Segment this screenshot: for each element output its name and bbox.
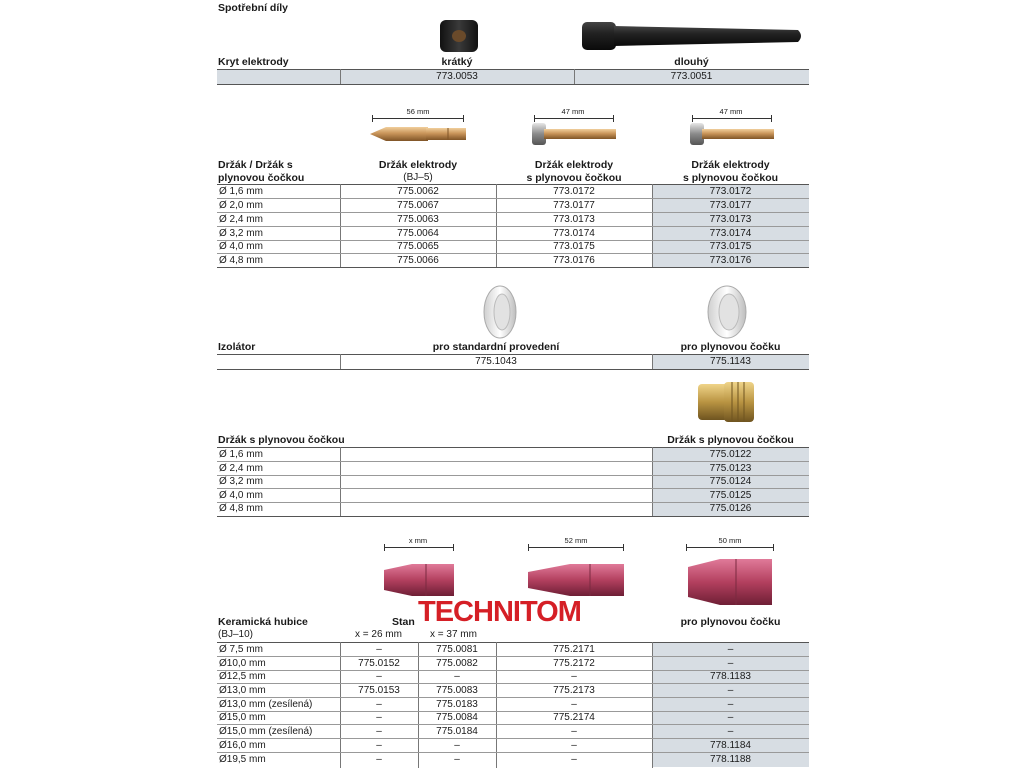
table-cell: – xyxy=(571,726,577,737)
table-row-diameter: Ø 1,6 mm xyxy=(219,186,263,197)
gas-lens-body-image-2 xyxy=(688,121,776,152)
table-cell: – xyxy=(454,671,460,682)
table-cell: – xyxy=(571,740,577,751)
table-cell: – xyxy=(727,685,734,696)
table-cell: 775.0084 xyxy=(436,712,478,723)
gas-lens-body-image xyxy=(530,121,618,152)
table-cell: 773.0176 xyxy=(709,255,752,266)
dimension-line xyxy=(692,118,772,119)
electrode-cap-label: Kryt elektrody xyxy=(218,56,289,68)
table-cell: 773.0177 xyxy=(709,200,752,211)
gas-lens-holder-image xyxy=(694,378,758,431)
table-cell: 775.0083 xyxy=(436,685,478,696)
table-cell: – xyxy=(727,726,734,737)
table-row-diameter: Ø19,5 mm xyxy=(219,754,266,765)
divider xyxy=(217,516,809,517)
holder-col1-header: Držák elektrody xyxy=(378,159,458,171)
insulator-standard-image xyxy=(480,284,520,345)
table-cell: – xyxy=(376,740,382,751)
table-cell: 773.0177 xyxy=(553,200,595,211)
electrode-cap-short-code: 773.0053 xyxy=(436,71,478,82)
holder-label-line2: plynovou čočkou xyxy=(218,172,305,184)
insulator-gas-lens-image xyxy=(704,284,750,345)
technitom-watermark: TECHNITOM xyxy=(418,596,581,628)
table-row-diameter: Ø 2,4 mm xyxy=(219,463,263,474)
divider xyxy=(340,447,341,516)
holder-col3-subheader: s plynovou čočkou xyxy=(682,172,779,184)
gas-lens-holder-label: Držák s plynovou čočkou xyxy=(218,434,345,446)
table-row-diameter: Ø13,0 mm (zesílená) xyxy=(219,699,313,710)
table-row-diameter: Ø 2,4 mm xyxy=(219,214,263,225)
table-cell: 773.0173 xyxy=(553,214,595,225)
insulator-gas-lens-header: pro plynovou čočku xyxy=(680,341,781,353)
table-cell: 775.0152 xyxy=(358,658,400,669)
table-cell: 778.1184 xyxy=(710,740,751,751)
table-row-diameter: Ø16,0 mm xyxy=(219,740,266,751)
ceramic-nozzle-label: Keramická hubice xyxy=(218,616,308,628)
divider xyxy=(217,84,809,85)
dimension-line xyxy=(384,547,454,548)
table-row-diameter: Ø 4,8 mm xyxy=(219,255,263,266)
table-cell: 775.0081 xyxy=(436,644,478,655)
table-cell: 775.2173 xyxy=(553,685,595,696)
table-cell: 773.0172 xyxy=(709,186,752,197)
table-cell: – xyxy=(376,712,382,723)
dimension-label: 52 mm xyxy=(564,536,588,545)
table-cell: 773.0174 xyxy=(709,228,752,239)
electrode-cap-long-code: 773.0051 xyxy=(670,71,713,82)
gas-lens-holder-header: Držák s plynovou čočkou xyxy=(667,434,794,446)
table-cell: 775.0126 xyxy=(709,503,752,514)
table-row-diameter: Ø 3,2 mm xyxy=(219,476,263,487)
electrode-cap-long-header: dlouhý xyxy=(674,56,709,68)
ceramic-nozzle-standard-header: Stan xyxy=(392,616,415,628)
table-cell: – xyxy=(571,754,577,765)
dimension-line xyxy=(686,547,774,548)
table-cell: 775.0066 xyxy=(397,255,439,266)
table-cell: 773.0175 xyxy=(553,241,595,252)
dimension-line xyxy=(528,547,624,548)
table-cell: 775.0125 xyxy=(709,490,752,501)
table-cell: – xyxy=(376,671,382,682)
table-cell: 775.0123 xyxy=(709,463,752,474)
ceramic-nozzle-sub: (BJ–10) xyxy=(218,629,254,640)
insulator-standard-code: 775.1043 xyxy=(475,356,517,367)
table-cell: 775.0062 xyxy=(397,186,439,197)
table-cell: – xyxy=(376,644,382,655)
holder-col3-header: Držák elektrody xyxy=(691,159,770,171)
dimension-label: 47 mm xyxy=(561,107,585,116)
table-row-diameter: Ø 4,0 mm xyxy=(219,241,263,252)
table-cell: 773.0174 xyxy=(553,228,595,239)
dimension-label: 56 mm xyxy=(406,107,430,116)
dimension-line xyxy=(534,118,614,119)
table-cell: 775.0122 xyxy=(709,449,752,460)
table-cell: – xyxy=(727,699,734,710)
table-row-diameter: Ø 1,6 mm xyxy=(219,449,263,460)
table-cell: 775.0064 xyxy=(397,228,439,239)
table-cell: – xyxy=(454,740,460,751)
table-row-diameter: Ø 4,0 mm xyxy=(219,490,263,501)
holder-col1-subheader: (BJ–5) xyxy=(403,172,433,183)
holder-label-line1: Držák / Držák s xyxy=(218,159,293,171)
dimension-label: x mm xyxy=(408,536,428,545)
insulator-gas-lens-code: 775.1143 xyxy=(710,356,751,367)
ceramic-nozzle-sub-b: x = 37 mm xyxy=(430,629,477,640)
table-row-diameter: Ø 7,5 mm xyxy=(219,644,263,655)
table-cell: 775.0065 xyxy=(397,241,439,252)
table-cell: 775.0183 xyxy=(436,699,478,710)
table-row-diameter: Ø13,0 mm xyxy=(219,685,266,696)
holder-col2-header: Držák elektrody xyxy=(534,159,614,171)
ceramic-nozzle-gas-lens-image xyxy=(684,553,776,616)
table-cell: 775.0067 xyxy=(397,200,439,211)
table-row-diameter: Ø12,5 mm xyxy=(219,671,266,682)
table-cell: 775.0153 xyxy=(358,685,400,696)
table-cell: 778.1188 xyxy=(710,754,751,765)
table-cell: 775.0063 xyxy=(397,214,439,225)
dimension-label: 50 mm xyxy=(718,536,742,545)
table-row-diameter: Ø 2,0 mm xyxy=(219,200,263,211)
table-cell: 778.1183 xyxy=(710,671,751,682)
table-row-diameter: Ø10,0 mm xyxy=(219,658,266,669)
table-cell: 775.0082 xyxy=(436,658,478,669)
electrode-cap-long-image xyxy=(578,18,806,59)
divider xyxy=(217,267,809,268)
table-row-diameter: Ø 4,8 mm xyxy=(219,503,263,514)
table-cell: – xyxy=(571,699,577,710)
table-cell: – xyxy=(571,671,577,682)
table-cell: – xyxy=(727,644,734,655)
table-cell: 775.2174 xyxy=(553,712,595,723)
collet-body-image xyxy=(368,123,468,150)
table-row-diameter: Ø 3,2 mm xyxy=(219,228,263,239)
table-cell: – xyxy=(376,699,382,710)
ceramic-nozzle-sub-a: x = 26 mm xyxy=(355,629,402,640)
table-cell: 775.2171 xyxy=(553,644,595,655)
table-cell: 775.0184 xyxy=(436,726,478,737)
dimension-label: 47 mm xyxy=(719,107,743,116)
table-cell: 775.2172 xyxy=(553,658,595,669)
table-cell: – xyxy=(454,754,460,765)
divider xyxy=(217,369,809,370)
ceramic-nozzle-gas-lens-header: pro plynovou čočku xyxy=(680,616,781,628)
holder-col2-subheader: s plynovou čočkou xyxy=(526,172,622,184)
table-row-diameter: Ø15,0 mm xyxy=(219,712,266,723)
table-cell: 773.0176 xyxy=(553,255,595,266)
table-cell: – xyxy=(727,658,734,669)
table-cell: 773.0172 xyxy=(553,186,595,197)
table-cell: 775.0124 xyxy=(709,476,752,487)
insulator-standard-header: pro standardní provedení xyxy=(432,341,560,353)
table-cell: – xyxy=(376,754,382,765)
table-row-diameter: Ø15,0 mm (zesílená) xyxy=(219,726,313,737)
dimension-line xyxy=(372,118,464,119)
table-cell: 773.0175 xyxy=(709,241,752,252)
page-title: Spotřební díly xyxy=(218,2,289,14)
electrode-cap-short-header: krátký xyxy=(441,56,473,68)
table-cell: – xyxy=(376,726,382,737)
table-cell: 773.0173 xyxy=(709,214,752,225)
electrode-cap-short-image xyxy=(436,18,482,59)
table-cell: – xyxy=(727,712,734,723)
insulator-label: Izolátor xyxy=(218,341,256,353)
